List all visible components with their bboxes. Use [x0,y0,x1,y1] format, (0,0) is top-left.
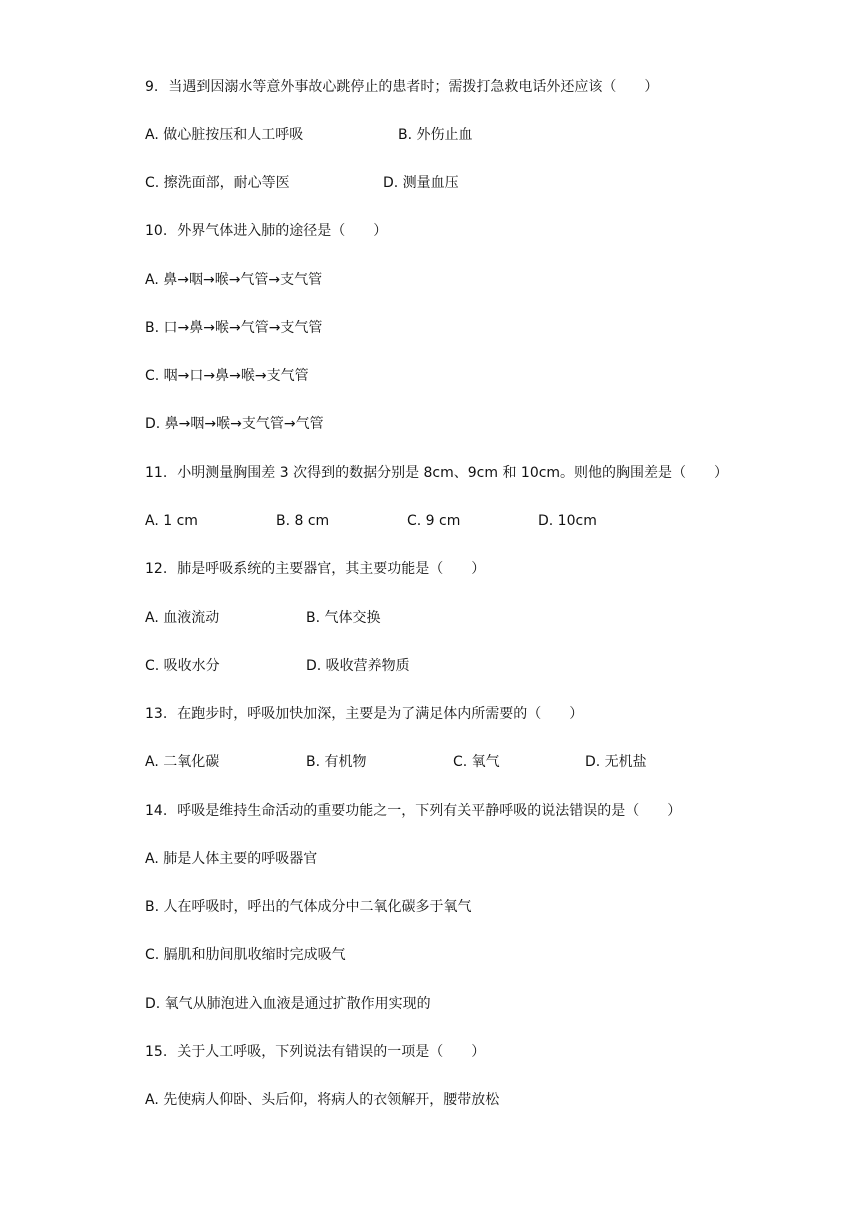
question-12 [145,559,485,579]
question-number: 15. [145,1044,168,1060]
option-d: D. 鼻→咽→喉→支气管→气管 [145,416,324,432]
question-stem: 关于人工呼吸，下列说法有错误的一项是（ ） [177,1044,486,1060]
option-b: B. 口→鼻→喉→气管→支气管 [145,320,323,336]
question-stem: 肺是呼吸系统的主要器官，其主要功能是（ ） [177,561,486,577]
question-number: 9. [145,79,159,95]
option-d: D. 无机盐 [585,754,647,770]
option-c: C. 氧气 [453,754,500,770]
option-c: C. 咽→口→鼻→喉→支气管 [145,368,309,384]
question-stem: 当遇到因溺水等意外事故心跳停止的患者时；需拨打急救电话外还应该（ ） [168,79,659,95]
question-9 [145,77,658,97]
question-stem: 在跑步时，呼吸加快加深，主要是为了满足体内所需要的（ ） [177,706,584,722]
option-c: C. 擦洗面部，耐心等医 [145,175,290,191]
question-11 [145,463,728,483]
option-a: A. 鼻→咽→喉→气管→支气管 [145,272,323,288]
option-c: C. 膈肌和肋间肌收缩时完成吸气 [145,947,346,963]
question-10 [145,221,387,241]
option-b: B. 气体交换 [306,610,381,626]
option-d: D. 吸收营养物质 [306,658,410,674]
option-a: A. 肺是人体主要的呼吸器官 [145,851,318,867]
question-15 [145,1042,485,1062]
question-number: 13. [145,706,168,722]
question-stem: 呼吸是维持生命活动的重要功能之一，下列有关平静呼吸的说法错误的是（ ） [177,803,682,819]
option-c: C. 9 cm [407,513,461,529]
question-14 [145,801,681,821]
option-b: B. 8 cm [276,513,330,529]
question-13 [145,704,583,724]
question-number: 12. [145,561,168,577]
question-stem: 小明测量胸围差 3 次得到的数据分别是 8cm、9cm 和 10cm。则他的胸围差是（ ） [177,465,729,481]
question-number: 10. [145,223,168,239]
option-a: A. 二氧化碳 [145,754,220,770]
option-d: D. 测量血压 [383,175,459,191]
question-number: 11. [145,465,168,481]
option-c: C. 吸收水分 [145,658,220,674]
option-b: B. 人在呼吸时，呼出的气体成分中二氧化碳多于氧气 [145,899,472,915]
question-number: 14. [145,803,168,819]
option-a: A. 1 cm [145,513,198,529]
option-a: A. 血液流动 [145,610,220,626]
question-stem: 外界气体进入肺的途径是（ ） [177,223,388,239]
option-a: A. 做心脏按压和人工呼吸 [145,127,304,143]
option-b: B. 有机物 [306,754,367,770]
option-d: D. 氧气从肺泡进入血液是通过扩散作用实现的 [145,996,431,1012]
option-a: A. 先使病人仰卧、头后仰，将病人的衣领解开，腰带放松 [145,1092,500,1108]
option-b: B. 外伤止血 [398,127,473,143]
option-d: D. 10cm [538,513,597,529]
